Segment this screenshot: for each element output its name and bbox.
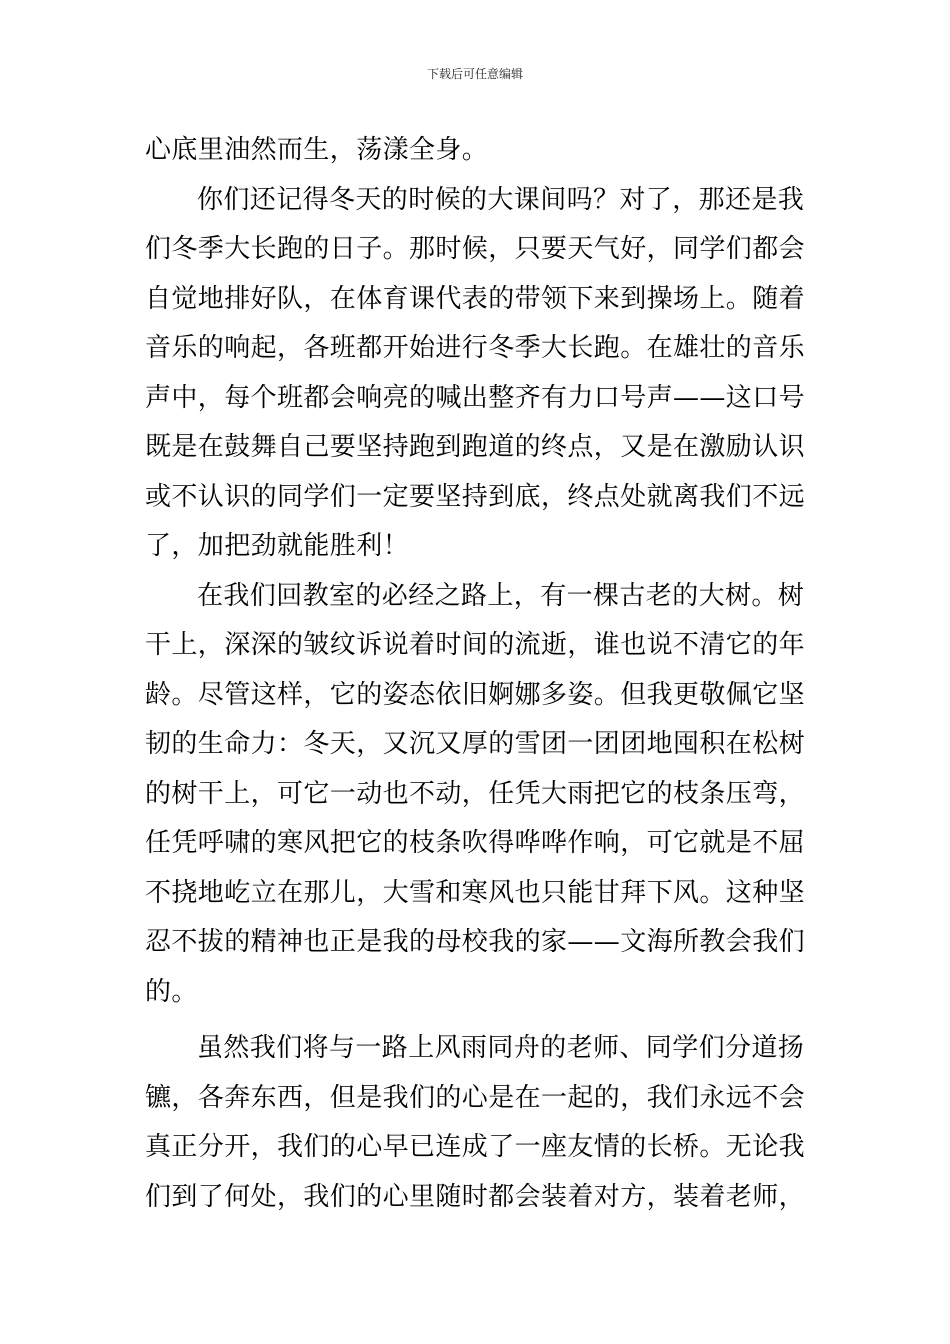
paragraph-3-line-8: 忍不拔的精神也正是我的母校我的家——文海所教会我们 [145, 927, 806, 957]
paragraph-3-line-5: 的树干上，可它一动也不动，任凭大雨把它的枝条压弯， [145, 778, 806, 809]
paragraph-2-line-4: 音乐的响起，各班都开始进行冬季大长跑。在雄壮的音乐 [145, 333, 806, 363]
paragraph-2-line-8: 了，加把劲就能胜利！ [145, 531, 410, 561]
paragraph-2-line-3: 自觉地排好队，在体育课代表的带领下来到操场上。随着 [145, 283, 806, 314]
paragraph-2-line-5: 声中，每个班都会响亮的喊出整齐有力口号声——这口号 [145, 382, 806, 413]
paragraph-4-line-1: 虽然我们将与一路上风雨同舟的老师、同学们分道扬 [197, 1033, 805, 1063]
paragraph-3-line-9: 的。 [145, 976, 198, 1007]
document-body [145, 126, 809, 1222]
paragraph-3-line-2: 干上，深深的皱纹诉说着时间的流逝，谁也说不清它的年 [145, 630, 806, 660]
paragraph-4-line-4: 们到了何处，我们的心里随时都会装着对方，装着老师， [145, 1181, 806, 1212]
paragraph-2-line-7: 或不认识的同学们一定要坚持到底，终点处就离我们不远 [145, 481, 806, 512]
paragraph-2-line-1: 你们还记得冬天的时候的大课间吗？对了，那还是我 [197, 184, 805, 215]
paragraph-4-line-3: 真正分开，我们的心早已连成了一座友情的长桥。无论我 [145, 1132, 806, 1162]
paragraph-3-line-3: 龄。尽管这样，它的姿态依旧婀娜多姿。但我更敬佩它坚 [145, 679, 806, 710]
paragraph-spacer [145, 1017, 809, 1024]
paragraph-4-line-2: 镳，各奔东西，但是我们的心是在一起的，我们永远不会 [145, 1082, 806, 1113]
paragraph-2-line-6: 既是在鼓舞自己要坚持跑到跑道的终点，又是在激励认识 [145, 432, 806, 462]
paragraph-3-line-7: 不挠地屹立在那儿，大雪和寒风也只能甘拜下风。这种坚 [145, 877, 806, 908]
page-header: 下载后可任意编辑 [426, 67, 523, 81]
paragraph-3-line-6: 任凭呼啸的寒风把它的枝条吹得哗哗作响，可它就是不屈 [145, 828, 806, 858]
paragraph-1-line-1: 心底里油然而生，荡漾全身。 [145, 135, 489, 165]
paragraph-3-line-4: 韧的生命力：冬天，又沉又厚的雪团一团团地囤积在松树 [145, 729, 806, 759]
paragraph-3-line-1: 在我们回教室的必经之路上，有一棵古老的大树。树 [197, 580, 805, 611]
paragraph-2-line-2: 们冬季大长跑的日子。那时候，只要天气好，同学们都会 [145, 234, 806, 264]
